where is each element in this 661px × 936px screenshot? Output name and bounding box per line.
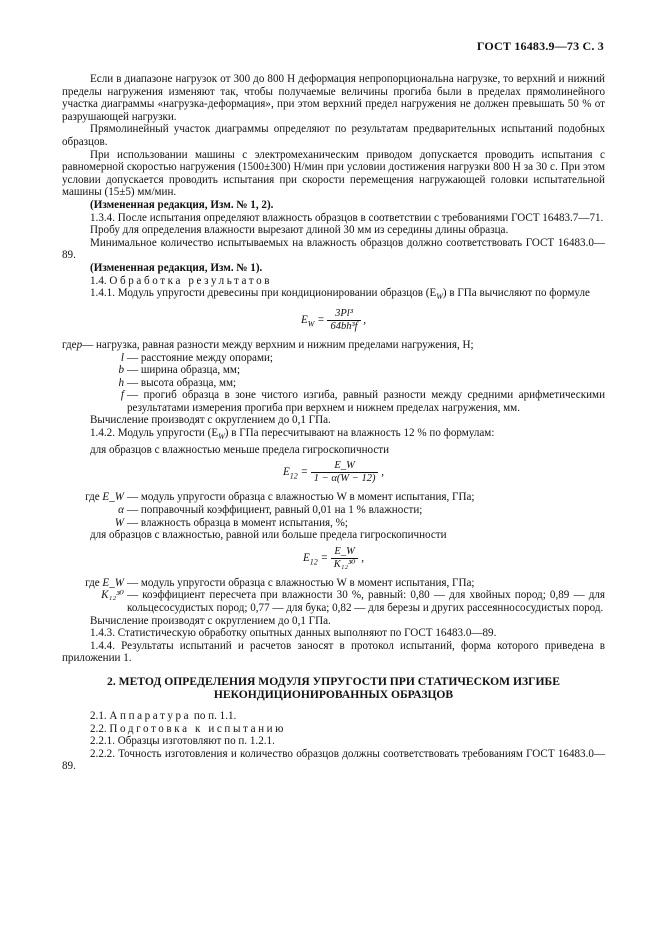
- symbol: W: [114, 516, 124, 529]
- where-label: где: [85, 491, 103, 504]
- formula-symbol: E: [300, 313, 308, 326]
- symbol: K₁₂³⁰: [101, 589, 124, 602]
- definition-item: [62, 364, 605, 377]
- numerator: E_W: [311, 460, 379, 473]
- paragraph: Минимальное количество испытываемых на влажность образцов должно соответствовать ГОСТ 16483.0—89.: [62, 236, 605, 262]
- paragraph: Прямолинейный участок диаграммы определяют по результатам предварительных испытаний подобных образцов.: [62, 123, 605, 148]
- formula-eq: =: [314, 313, 328, 326]
- definition: — поправочный коэффициент, равный 0,01 на 1 % влажности;: [127, 504, 423, 517]
- definition: — ширина образца, мм;: [127, 364, 241, 377]
- text-run: ) в ГПа пересчитывают на влажность 12 % по формулам:: [224, 427, 495, 440]
- subsection-heading: [62, 275, 605, 288]
- denominator: 64bh³f: [330, 320, 358, 332]
- where-line: [62, 339, 605, 352]
- subsection-title: Аппаратура: [109, 710, 192, 722]
- amendment-note: (Измененная редакция, Изм. № 1).: [90, 261, 263, 274]
- paragraph: [62, 427, 605, 444]
- clause-number: 1.4.: [90, 274, 110, 287]
- definition-item: [62, 517, 605, 530]
- paragraph: 1.4.3. Статистическую обработку опытных данных выполняют по ГОСТ 16483.0—89.: [90, 627, 497, 640]
- paragraph: 2.2.1. Образцы изготовляют по п. 1.2.1.: [90, 735, 275, 748]
- page-header: ГОСТ 16483.9—73 С. 3: [476, 39, 604, 53]
- symbol: l: [120, 351, 124, 364]
- definition-item: [62, 491, 605, 504]
- fraction: [331, 546, 359, 571]
- formula-symbol: E: [302, 551, 310, 564]
- definition: — нагрузка, равная разности между верхним и нижним пределами нагружения, Н;: [82, 338, 474, 351]
- denominator: 1 − α(W − 12): [313, 473, 376, 485]
- denominator: K₁₂³⁰: [333, 558, 356, 570]
- document-body: [62, 73, 605, 773]
- subsection-title: Обработка результатов: [109, 274, 273, 287]
- paragraph: 2.2.2. Точность изготовления и количество образцов должны соответствовать требованиям ГОСТ 16483.0—89.: [62, 747, 605, 773]
- fraction: [311, 460, 379, 485]
- text-run: 1.4.1. Модуль упругости древесины при кондиционировании образцов (E: [90, 287, 437, 300]
- where-label: где: [85, 576, 103, 589]
- amendment-note: (Измененная редакция, Изм. № 1, 2).: [90, 198, 274, 211]
- paragraph: 1.4.4. Результаты испытаний и расчетов заносят в протокол испытаний, форма которого приведена в приложении 1.: [62, 639, 605, 665]
- definition: — высота образца, мм;: [127, 376, 237, 389]
- definition: — влажность образца в момент испытания, %;: [127, 516, 349, 529]
- definition-item: [62, 504, 605, 517]
- numerator: 3Pl³: [327, 308, 360, 321]
- subscript: W: [436, 292, 443, 302]
- formula-eq: =: [297, 466, 311, 479]
- subscript: W: [307, 319, 315, 329]
- definition: — расстояние между опорами;: [127, 351, 274, 364]
- definition-item: [62, 377, 605, 390]
- text-run: 1.4.2. Модуль упругости (E: [90, 427, 219, 440]
- definitions-list: [62, 577, 605, 615]
- definition-item: [62, 352, 605, 365]
- symbol: [62, 577, 127, 590]
- paragraph: [62, 287, 605, 304]
- definition-item: [62, 389, 605, 414]
- paragraph: Пробу для определения влажности вырезают длиной 30 мм из середины длины образца.: [90, 224, 509, 237]
- text-run: ) в ГПа вычисляют по формуле: [442, 287, 590, 300]
- formula-tail: ,: [358, 551, 365, 564]
- definition-item: [62, 577, 605, 590]
- numerator: E_W: [331, 546, 359, 559]
- paragraph: Вычисление производят с округлением до 0,1 ГПа.: [90, 414, 331, 427]
- definitions-list: [62, 491, 605, 529]
- clause-number: 2.2.: [90, 722, 110, 735]
- symbol: h: [118, 376, 124, 389]
- subscript: 12: [309, 557, 318, 567]
- definition: — коэффициент пересчета при влажности 30 %, равный: 0,80 — для хвойных пород; 0,89 — для кольцесосудистых пород; 0,77 — для бука; 0,82 — для березы и других рассеяннососудистых пород.: [127, 589, 605, 615]
- section-title-line: НЕКОНДИЦИОНИРОВАННЫХ ОБРАЗЦОВ: [213, 688, 454, 701]
- paragraph: для образцов с влажностью меньше предела гигроскопичности: [90, 443, 390, 456]
- definitions-list: [62, 352, 605, 415]
- paragraph: для образцов с влажностью, равной или больше предела гигроскопичности: [90, 529, 447, 542]
- symbol: α: [118, 504, 124, 517]
- subsection-title: Подготовка к испытанию: [109, 722, 287, 735]
- symbol: p: [76, 338, 83, 351]
- paragraph: При использовании машины с электромеханическим приводом допускается проводить испытания с равномерной скоростью нагружения (1500±300) Н/мин при условии достижения нагрузки 800 Н за 30 с. При этом условии допускается проводить испытания при скорости перемещения нагружающей головки испытательной машины (15±5) мм/мин.: [62, 148, 605, 199]
- paragraph: Если в диапазоне нагрузок от 300 до 800 Н деформация непропорциональна нагрузке, то верхний и нижний пределы нагружения изменяют так, чтобы получаемые величины прогиба были в пределах прямолинейного участка диаграммы «нагрузка-деформация», при этом верхний предел нагружения не должен превышать 50 % от разрушающей нагрузки.: [62, 73, 605, 123]
- symbol-text: E_W: [102, 576, 124, 589]
- definition: — модуль упругости образца с влажностью W в момент испытания, ГПа;: [127, 576, 475, 589]
- formula-e12-below: [62, 460, 605, 485]
- where-label: где: [62, 338, 77, 351]
- formula-e12-above: [62, 546, 605, 571]
- formula-tail: ,: [360, 313, 367, 326]
- formula-ew: [62, 308, 605, 333]
- paragraph: Вычисление производят с округлением до 0,1 ГПа.: [90, 614, 331, 627]
- clause-number: 2.1.: [90, 710, 110, 722]
- paragraph: 1.3.4. После испытания определяют влажность образцов в соответствии с требованиями ГОСТ 16483.7—71.: [90, 211, 604, 224]
- subscript: W: [218, 432, 225, 442]
- section-title: [62, 675, 605, 701]
- subscript: 12: [289, 471, 298, 481]
- formula-eq: =: [317, 551, 331, 564]
- definition: — модуль упругости образца с влажностью W в момент испытания, ГПа;: [127, 491, 475, 504]
- section-title-line: 2. МЕТОД ОПРЕДЕЛЕНИЯ МОДУЛЯ УПРУГОСТИ ПРИ СТАТИЧЕСКОМ ИЗГИБЕ: [107, 675, 560, 688]
- fraction: [327, 308, 360, 333]
- definition: — прогиб образца в зоне чистого изгиба, равный разности между средними арифметическими результатами измерения прогиба при верхнем и нижнем пределах нагружения, мм.: [127, 389, 605, 414]
- formula-symbol: E: [282, 466, 290, 479]
- formula-tail: ,: [378, 466, 385, 479]
- symbol: f: [120, 389, 124, 402]
- subsection-heading: [62, 723, 605, 736]
- symbol: [62, 491, 127, 504]
- text-run: по п. 1.1.: [191, 710, 237, 722]
- symbol: b: [118, 364, 124, 377]
- symbol-text: E_W: [102, 491, 124, 504]
- subsection-heading: [62, 710, 605, 723]
- definition-item: [62, 589, 605, 614]
